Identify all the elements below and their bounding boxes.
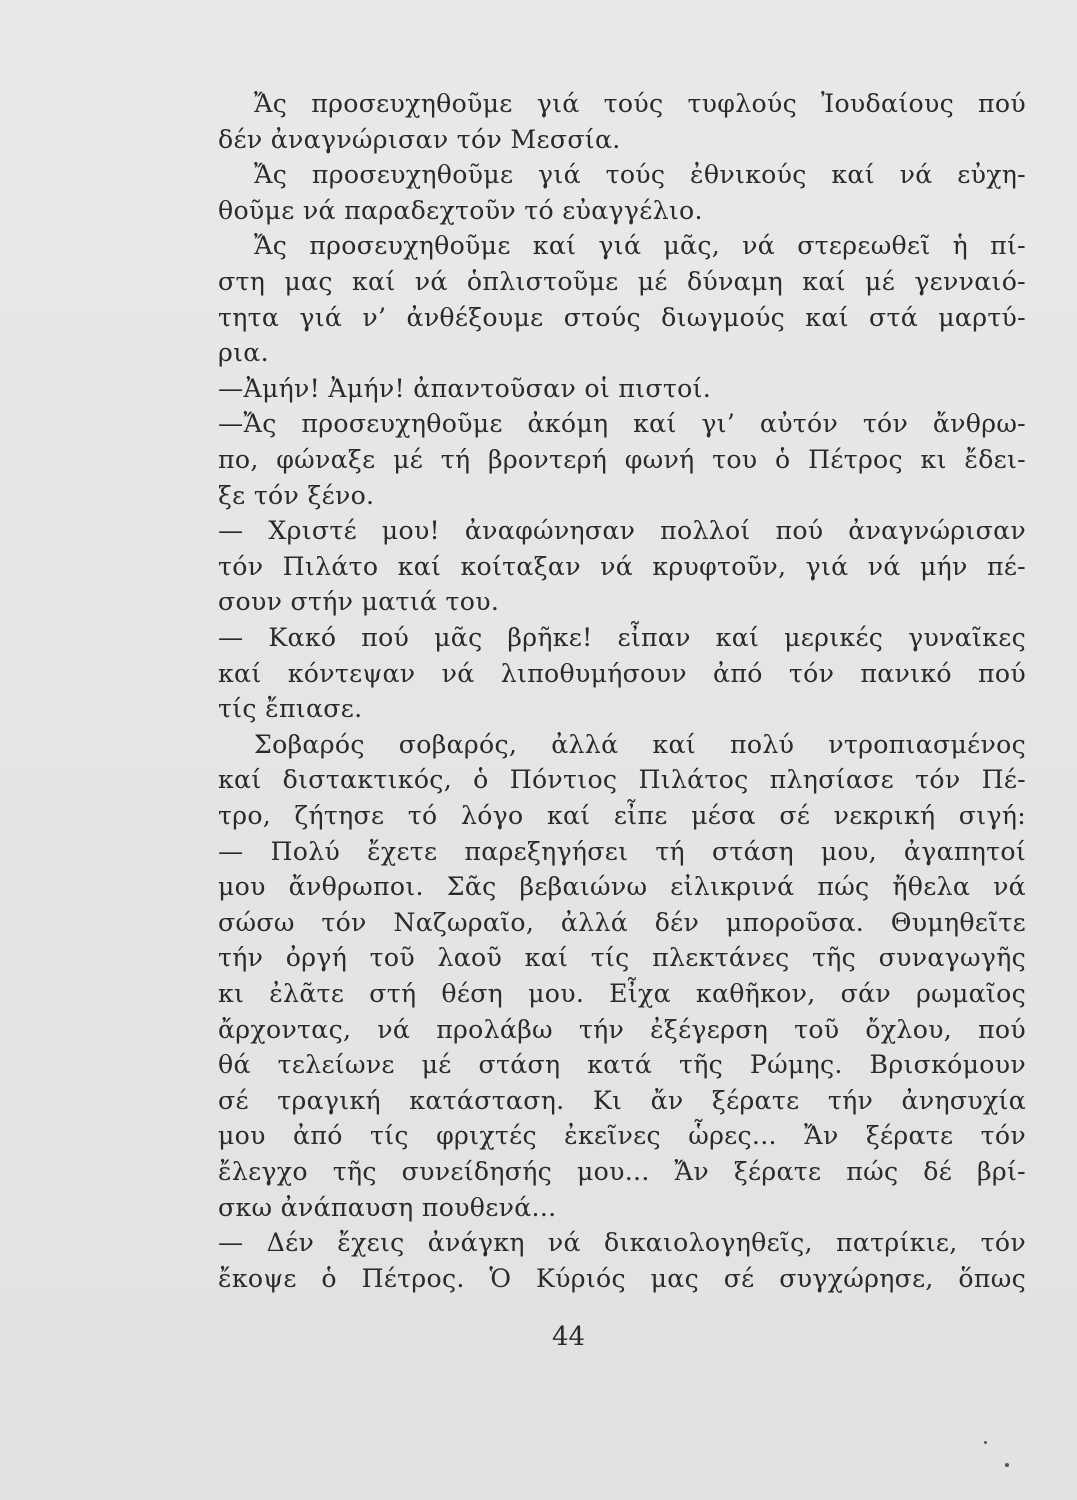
text-line: δέν ἀναγνώρισαν τόν Μεσσία. — [218, 124, 621, 154]
text-line: μου ἄνθρωποι. Σᾶς βεβαιώνω εἰλικρινά πώς ἤθελα νά — [218, 872, 1026, 902]
text-line: — Χριστέ μου! ἀναφώνησαν πολλοί πού ἀναγνώρισαν — [218, 516, 1026, 546]
print-speck — [984, 1441, 987, 1444]
text-line: σέ τραγική κατάσταση. Κι ἄν ξέρατε τήν ἀνησυχία — [218, 1085, 1026, 1115]
text-line: — Πολύ ἔχετε παρεξηγήσει τή στάση μου, ἀγαπητοί — [218, 836, 1026, 866]
text-line: τίς ἔπιασε. — [218, 694, 363, 724]
text-line: τήν ὀργή τοῦ λαοῦ καί τίς πλεκτάνες τῆς συναγωγῆς — [218, 943, 1026, 973]
text-line: τητα γιά ν’ ἀνθέξουμε στούς διωγμούς καί στά μαρτύ- — [218, 302, 1026, 332]
text-line: —Ἀμήν! Ἀμήν! ἀπαντοῦσαν οἱ πιστοί. — [218, 373, 712, 403]
text-line: ἔλεγχο τῆς συνείδησής μου... Ἄν ξέρατε πώς δέ βρί- — [218, 1157, 1026, 1186]
text-line: τρο, ζήτησε τό λόγο καί εἶπε μέσα σέ νεκρική σιγή: — [218, 801, 1026, 830]
text-line: — Κακό πού μᾶς βρῆκε! εἶπαν καί μερικές γυναῖκες — [218, 623, 1026, 652]
text-line: κι ἐλᾶτε στή θέση μου. Εἶχα καθῆκον, σάν ρωμαῖος — [218, 979, 1026, 1008]
text-line: καί κόντεψαν νά λιποθυμήσουν ἀπό τόν πανικό πού — [218, 658, 1026, 688]
text-line: ξε τόν ξένο. — [218, 480, 375, 510]
text-line: στη μας καί νά ὁπλιστοῦμε μέ δύναμη καί μέ γενναιό- — [218, 267, 1026, 296]
text-line: σουν στήν ματιά του. — [218, 587, 500, 617]
text-line: —Ἄς προσευχηθοῦμε ἀκόμη καί γι’ αὐτόν τόν ἄνθρω- — [218, 409, 1026, 439]
text-line: ἔκοψε ὁ Πέτρος. Ὁ Κύριός μας σέ συγχώρησε, ὅπως — [218, 1263, 1026, 1293]
print-speck — [1005, 1463, 1009, 1467]
text-line: θοῦμε νά παραδεχτοῦν τό εὐαγγέλιο. — [218, 195, 703, 225]
page-number: 44 — [551, 1322, 586, 1352]
text-line: σώσω τόν Ναζωραῖο, ἀλλά δέν μποροῦσα. Θυμηθεῖτε — [218, 907, 1026, 937]
text-line: τόν Πιλάτο καί κοίταξαν νά κρυφτοῦν, γιά νά μήν πέ- — [218, 551, 1026, 581]
text-line: Ἄς προσευχηθοῦμε γιά τούς ἐθνικούς καί νά εὐχη- — [254, 160, 1026, 190]
text-line: — Δέν ἔχεις ἀνάγκη νά δικαιολογηθεῖς, πατρίκιε, τόν — [218, 1228, 1026, 1258]
text-line: ρια. — [218, 338, 269, 368]
text-line: καί διστακτικός, ὁ Πόντιος Πιλάτος πλησίασε τόν Πέ- — [218, 765, 1026, 795]
text-line: Σοβαρός σοβαρός, ἀλλά καί πολύ ντροπιασμένος — [254, 729, 1026, 759]
text-line: μου ἀπό τίς φριχτές ἐκεῖνες ὧρες... Ἄν ξέρατε τόν — [218, 1121, 1026, 1151]
text-line: Ἄς προσευχηθοῦμε γιά τούς τυφλούς Ἰουδαίους πού — [254, 89, 1026, 118]
text-line: σκω ἀνάπαυση πουθενά... — [218, 1192, 557, 1222]
text-line: θά τελείωνε μέ στάση κατά τῆς Ρώμης. Βρισκόμουν — [218, 1050, 1026, 1080]
text-line: Ἄς προσευχηθοῦμε καί γιά μᾶς, νά στερεωθεῖ ἡ πί- — [254, 231, 1026, 261]
text-line: πο, φώναξε μέ τή βροντερή φωνή του ὁ Πέτρος κι ἔδει- — [218, 445, 1026, 474]
text-line: ἄρχοντας, νά προλάβω τήν ἐξέγερση τοῦ ὄχλου, πού — [218, 1014, 1026, 1044]
